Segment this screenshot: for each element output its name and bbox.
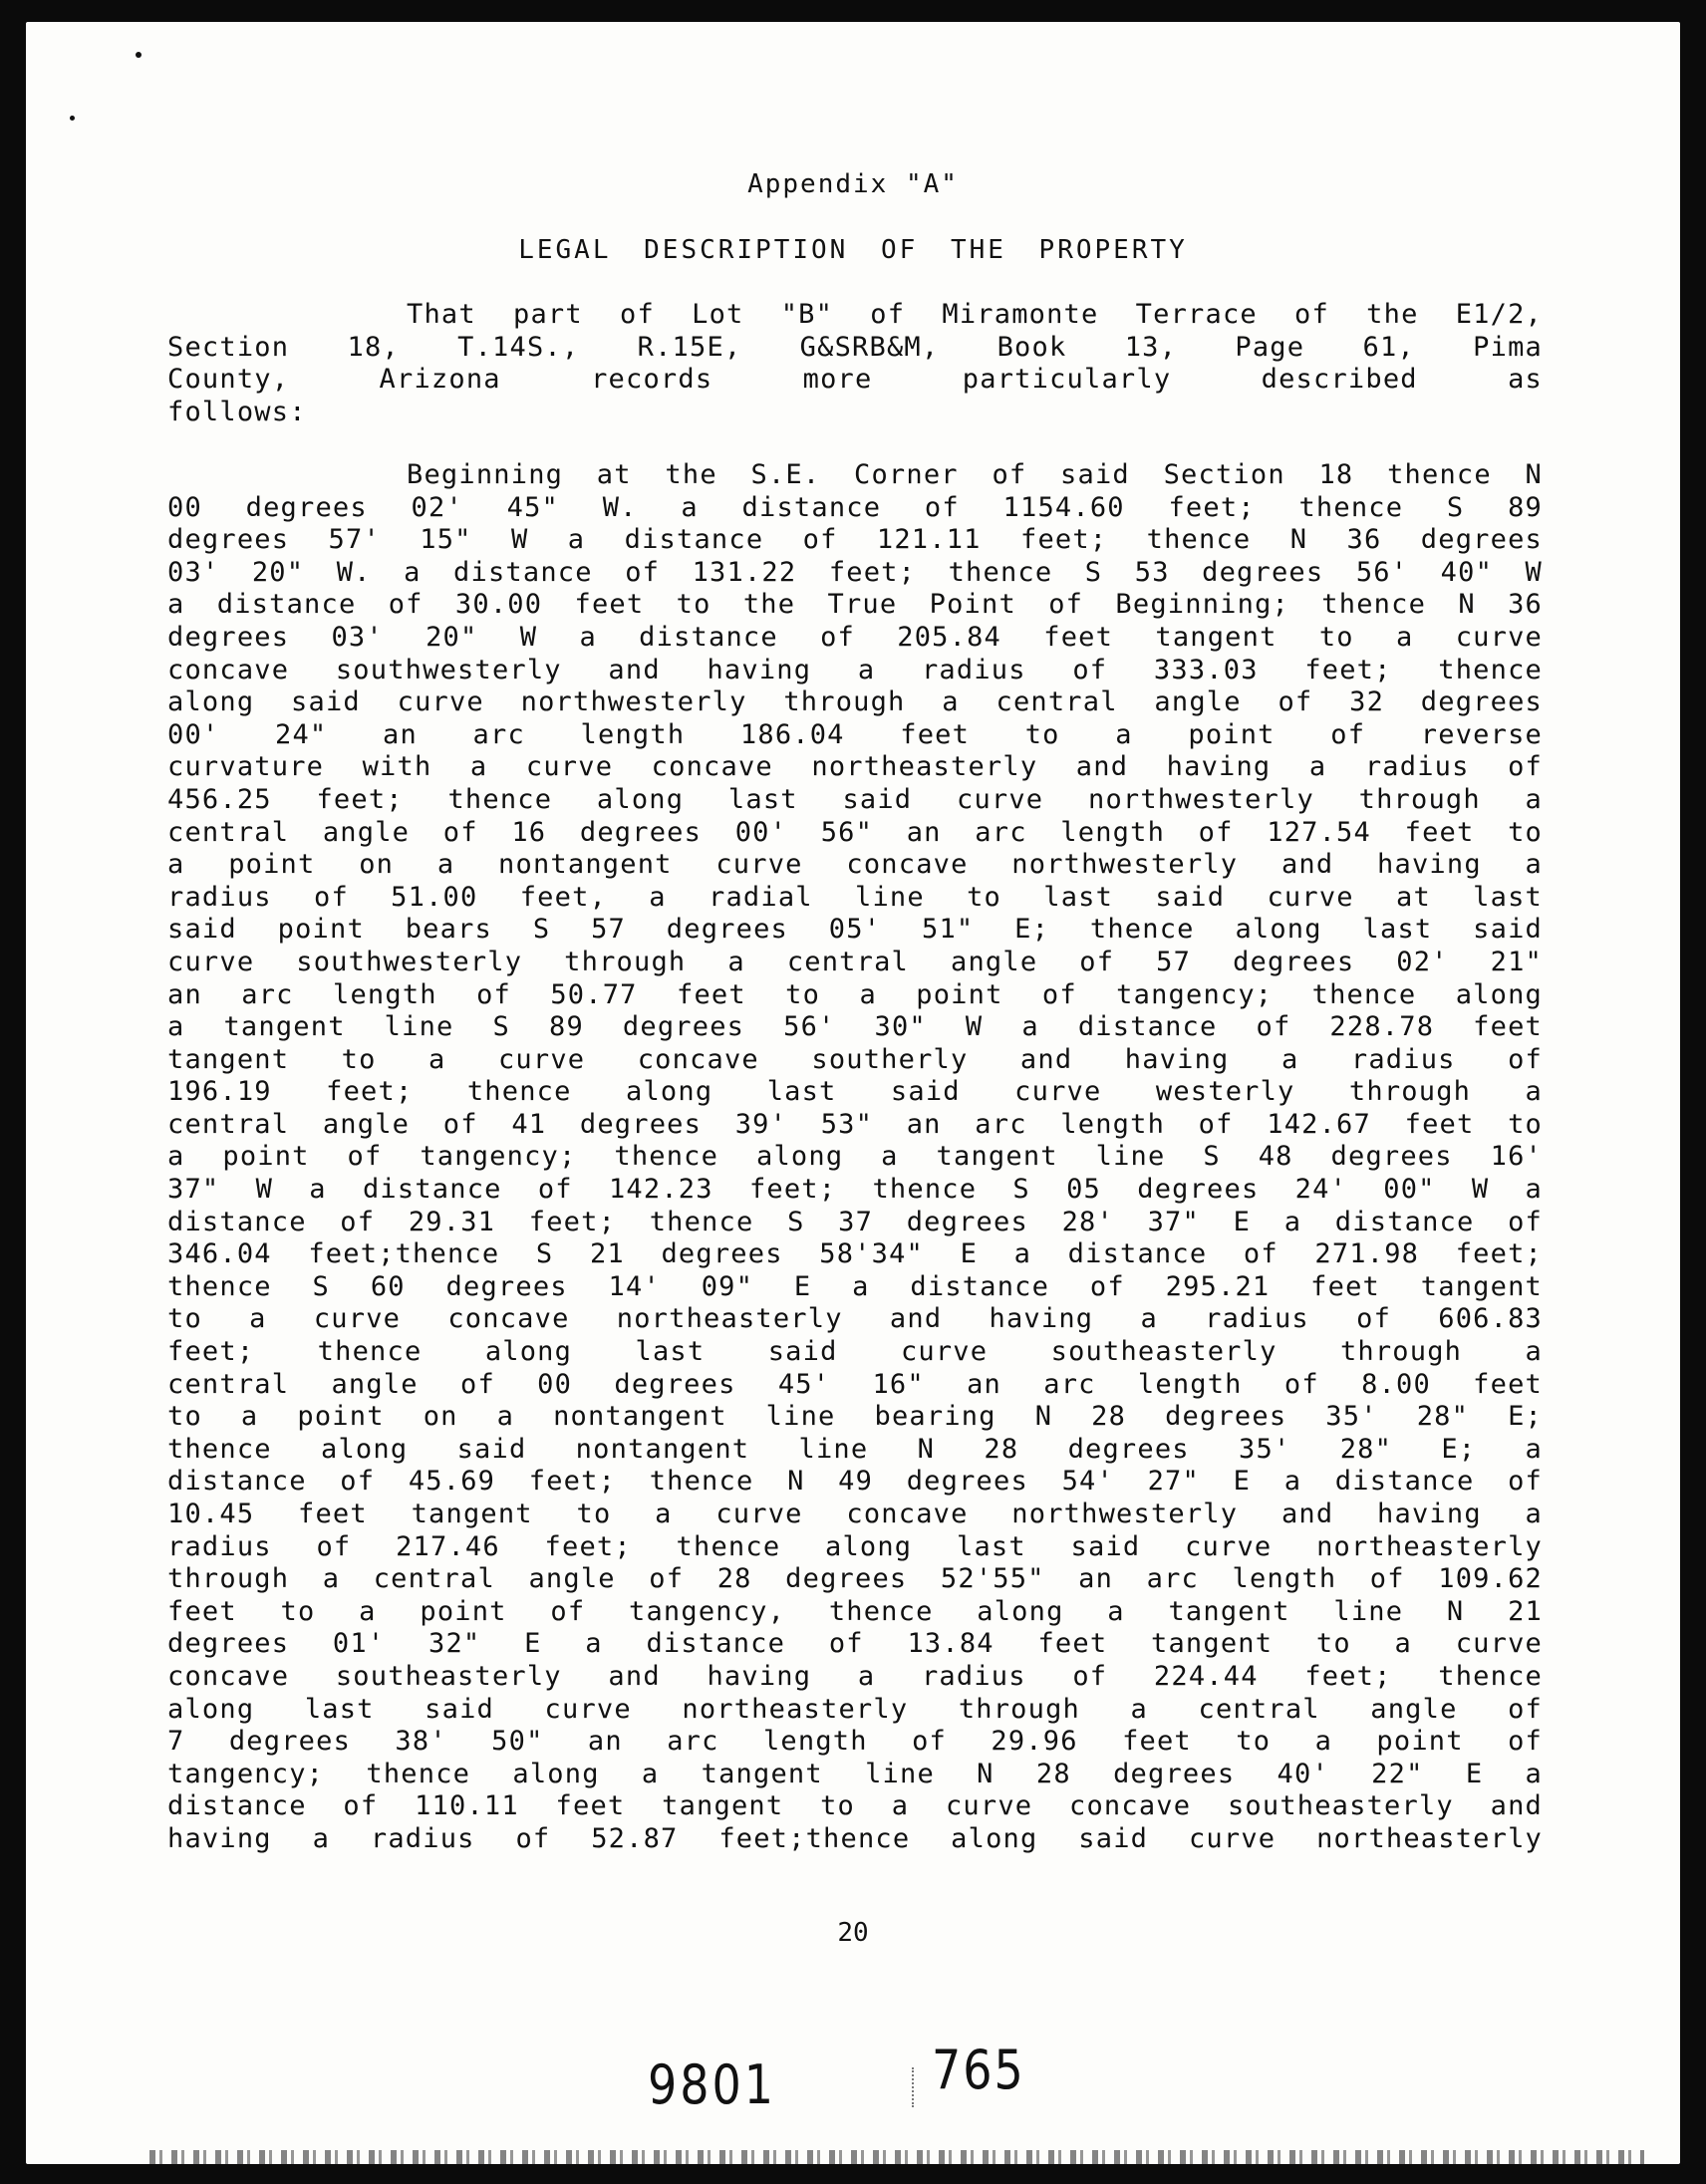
page-number: 20 [837,1918,869,1948]
paragraph-line: 7 degrees 38' 50" an arc length of 29.96 feet to a point of [167,1726,1543,1758]
paragraph-line: 456.25 feet; thence along last said curve northwesterly through a [167,783,1543,815]
metes-and-bounds-paragraph [167,459,1543,1856]
paragraph-line: 346.04 feet;thence S 21 degrees 58'34" E a distance of 271.98 feet; [167,1238,1543,1270]
paragraph-line: 03' 20" W. a distance of 131.22 feet; thence S 53 degrees 56' 40" W [167,556,1543,588]
paragraph-line: to a point on a nontangent line bearing N 28 degrees 35' 28" E; [167,1401,1543,1433]
paragraph-line: distance of 29.31 feet; thence S 37 degrees 28' 37" E a distance of [167,1206,1543,1237]
paragraph-line: an arc length of 50.77 feet to a point of tangency; thence along [167,978,1543,1010]
appendix-title: Appendix "A" [747,169,959,199]
paragraph-line: a tangent line S 89 degrees 56' 30" W a distance of 228.78 feet [167,1011,1543,1043]
paragraph-line: Beginning at the S.E. Corner of said Section 18 thence N [407,459,1543,490]
scan-speck [70,116,75,121]
paragraph-line: distance of 110.11 feet tangent to a curve concave southeasterly and [167,1790,1543,1822]
paragraph-line: concave southwesterly and having a radius of 333.03 feet; thence [167,654,1543,685]
paragraph-line: along said curve northwesterly through a central angle of 32 degrees [167,686,1543,718]
paragraph-line: Section 18, T.14S., R.15E, G&SRB&M, Book 13, Page 61, Pima [167,331,1543,363]
paragraph-line: curvature with a curve concave northeasterly and having a radius of [167,751,1543,783]
paragraph-line: 00 degrees 02' 45" W. a distance of 1154.60 feet; thence S 89 [167,491,1543,523]
paragraph-line: degrees 03' 20" W a distance of 205.84 feet tangent to a curve [167,621,1543,653]
scan-noise-strip [149,2150,1644,2164]
paragraph-line: radius of 217.46 feet; thence along last said curve northeasterly [167,1530,1543,1562]
paragraph-line: degrees 57' 15" W a distance of 121.11 feet; thence N 36 degrees [167,524,1543,556]
paragraph-line: 00' 24" an arc length 186.04 feet to a point of reverse [167,718,1543,750]
legal-description-title: LEGAL DESCRIPTION OF THE PROPERTY [518,235,1188,265]
paragraph-line: central angle of 41 degrees 39' 53" an arc length of 142.67 feet to [167,1108,1543,1140]
paragraph-line: a distance of 30.00 feet to the True Point of Beginning; thence N 36 [167,589,1543,621]
paragraph-line: having a radius of 52.87 feet;thence along said curve northeasterly [167,1822,1543,1854]
paragraph-line: a point of tangency; thence along a tangent line S 48 degrees 16' [167,1141,1543,1173]
paragraph-line: follows: [167,396,307,427]
paragraph-line: said point bears S 57 degrees 05' 51" E; thence along last said [167,914,1543,946]
paragraph-line: along last said curve northeasterly through a central angle of [167,1693,1543,1725]
paragraph-line: tangent to a curve concave southerly and having a radius of [167,1043,1543,1075]
paragraph-line: to a curve concave northeasterly and having a radius of 606.83 [167,1303,1543,1335]
paragraph-line: 37" W a distance of 142.23 feet; thence S 05 degrees 24' 00" W a [167,1174,1543,1206]
paragraph-line: central angle of 00 degrees 45' 16" an arc length of 8.00 feet [167,1368,1543,1400]
paragraph-line: curve southwesterly through a central angle of 57 degrees 02' 21" [167,946,1543,977]
paragraph-line: concave southeasterly and having a radius of 224.44 feet; thence [167,1660,1543,1692]
paragraph-line: degrees 01' 32" E a distance of 13.84 feet tangent to a curve [167,1628,1543,1660]
paragraph-line: thence S 60 degrees 14' 09" E a distance of 295.21 feet tangent [167,1270,1543,1302]
paragraph-line: radius of 51.00 feet, a radial line to last said curve at last [167,881,1543,913]
paragraph-line: County, Arizona records more particularly described as [167,364,1543,396]
paragraph-line: through a central angle of 28 degrees 52'55" an arc length of 109.62 [167,1563,1543,1595]
paragraph-line: feet to a point of tangency, thence along a tangent line N 21 [167,1595,1543,1627]
paragraph-line: That part of Lot "B" of Miramonte Terrace of the E1/2, [407,299,1543,330]
paragraph-line: distance of 45.69 feet; thence N 49 degrees 54' 27" E a distance of [167,1466,1543,1498]
scan-speck [136,52,142,58]
paragraph-line: a point on a nontangent curve concave northwesterly and having a [167,849,1543,881]
paragraph-line: central angle of 16 degrees 00' 56" an arc length of 127.54 feet to [167,816,1543,848]
paragraph-line: feet; thence along last said curve southeasterly through a [167,1336,1543,1368]
paragraph-line: 10.45 feet tangent to a curve concave northwesterly and having a [167,1499,1543,1529]
recording-stamp-docket: 9801 [648,2052,777,2116]
recording-stamp-page: 765 [932,2038,1025,2101]
paragraph-line: tangency; thence along a tangent line N 28 degrees 40' 22" E a [167,1758,1543,1789]
paragraph-line: 196.19 feet; thence along last said curve westerly through a [167,1076,1543,1108]
paragraph-line: thence along said nontangent line N 28 degrees 35' 28" E; a [167,1433,1543,1465]
intro-paragraph [167,299,1543,428]
stamp-divider [912,2067,918,2107]
